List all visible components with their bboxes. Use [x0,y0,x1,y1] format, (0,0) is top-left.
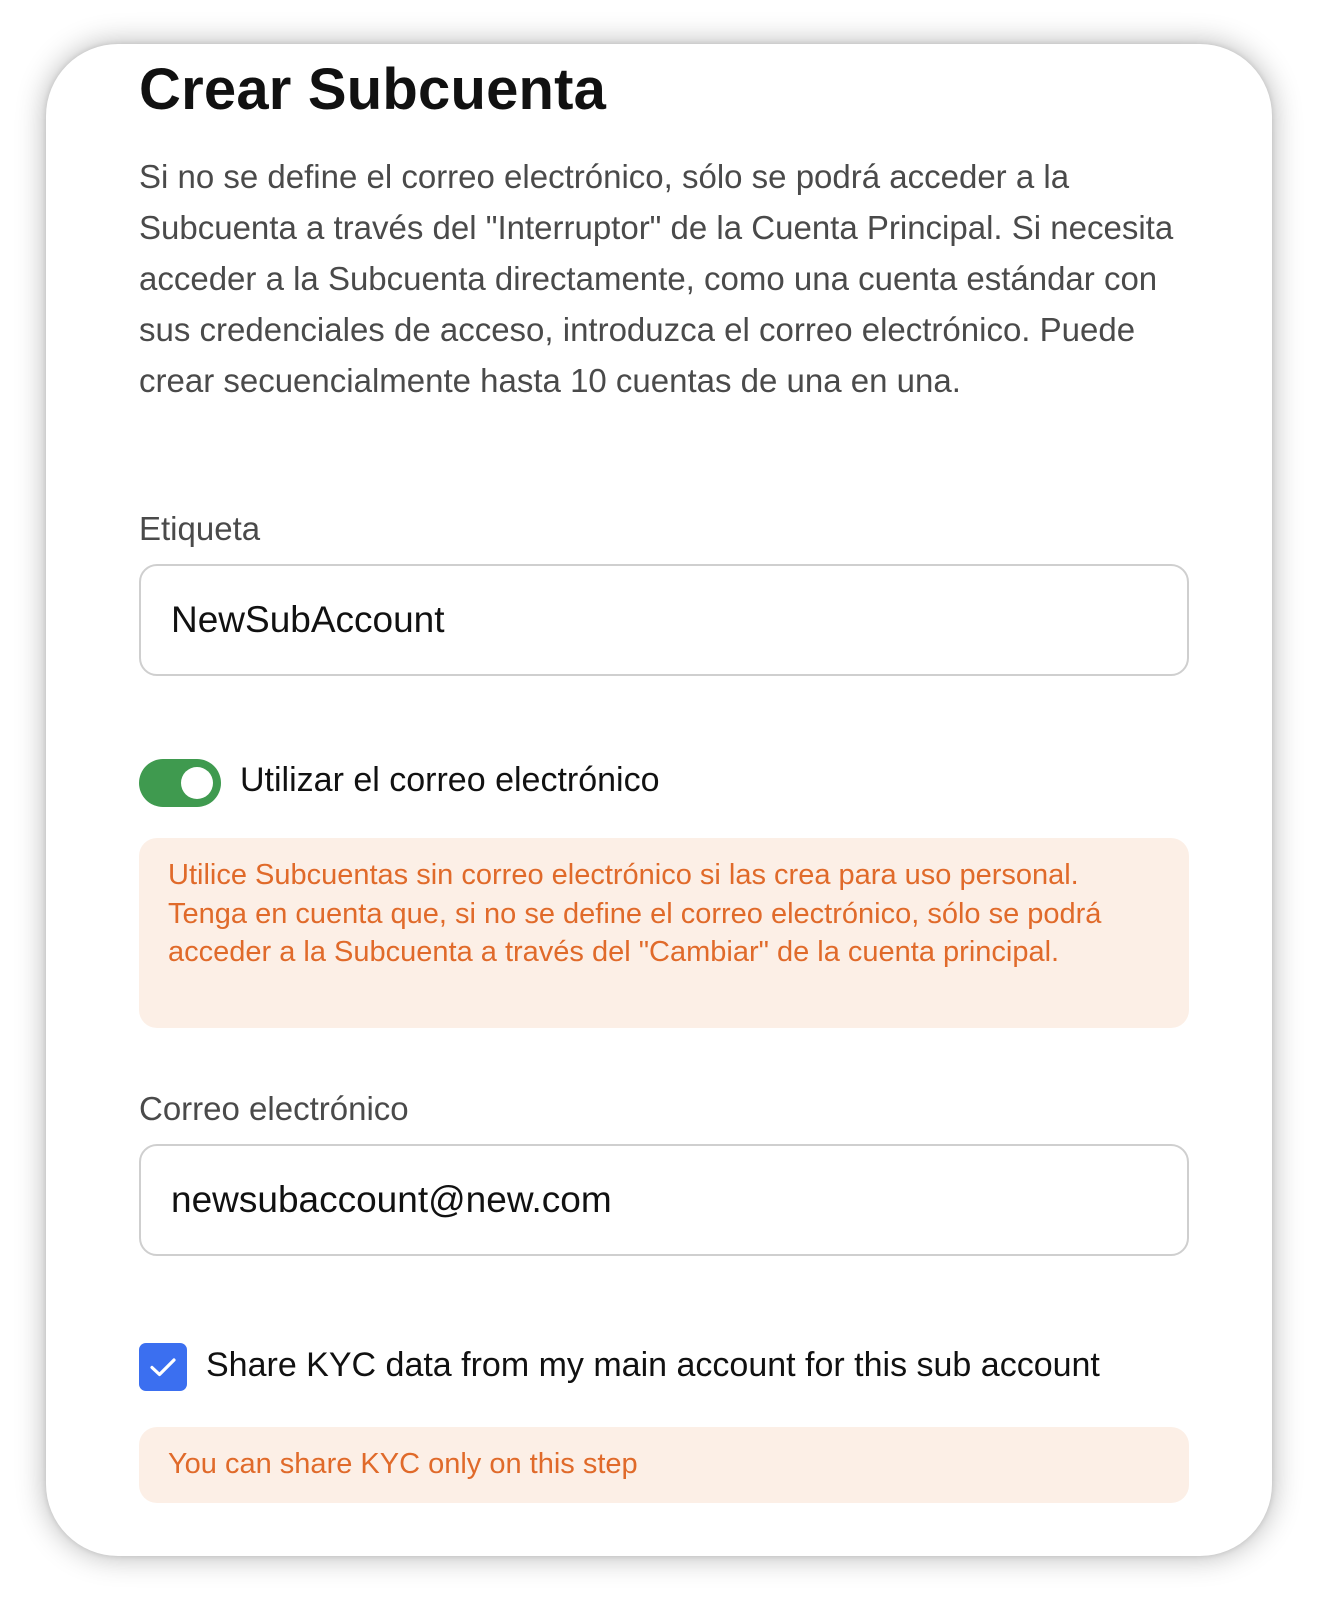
checkmark-icon [139,1343,187,1391]
share-kyc-checkbox[interactable] [139,1343,187,1391]
use-email-toggle-label: Utilizar el correo electrónico [240,761,660,799]
toggle-knob [181,767,213,799]
email-input[interactable] [139,1144,1189,1256]
modal-title: Crear Subcuenta [139,57,607,122]
kyc-notice: You can share KYC only on this step [139,1427,1189,1503]
email-warning-notice: Utilice Subcuentas sin correo electrónico si las crea para uso personal. Tenga en cuenta que, si no se define el correo electrónico, sólo se podrá acceder a la Subcuenta a través del "Cambiar" de la cuenta principal. [139,838,1189,1028]
label-field-label: Etiqueta [139,510,261,547]
create-subaccount-modal [46,44,1272,1556]
use-email-toggle[interactable] [139,759,221,807]
share-kyc-label: Share KYC data from my main account for this sub account [206,1346,1100,1384]
label-input[interactable] [139,564,1189,676]
modal-description: Si no se define el correo electrónico, sólo se podrá acceder a la Subcuenta a través del "Interruptor" de la Cuenta Principal. Si necesita acceder a la Subcuenta directamente, como una cuenta estándar con sus credenciales de acceso, introduzca el correo electrónico. Puede crear secuencialmente hasta 10 cuentas de una en una. [139,158,1174,399]
email-field-label: Correo electrónico [139,1090,409,1127]
